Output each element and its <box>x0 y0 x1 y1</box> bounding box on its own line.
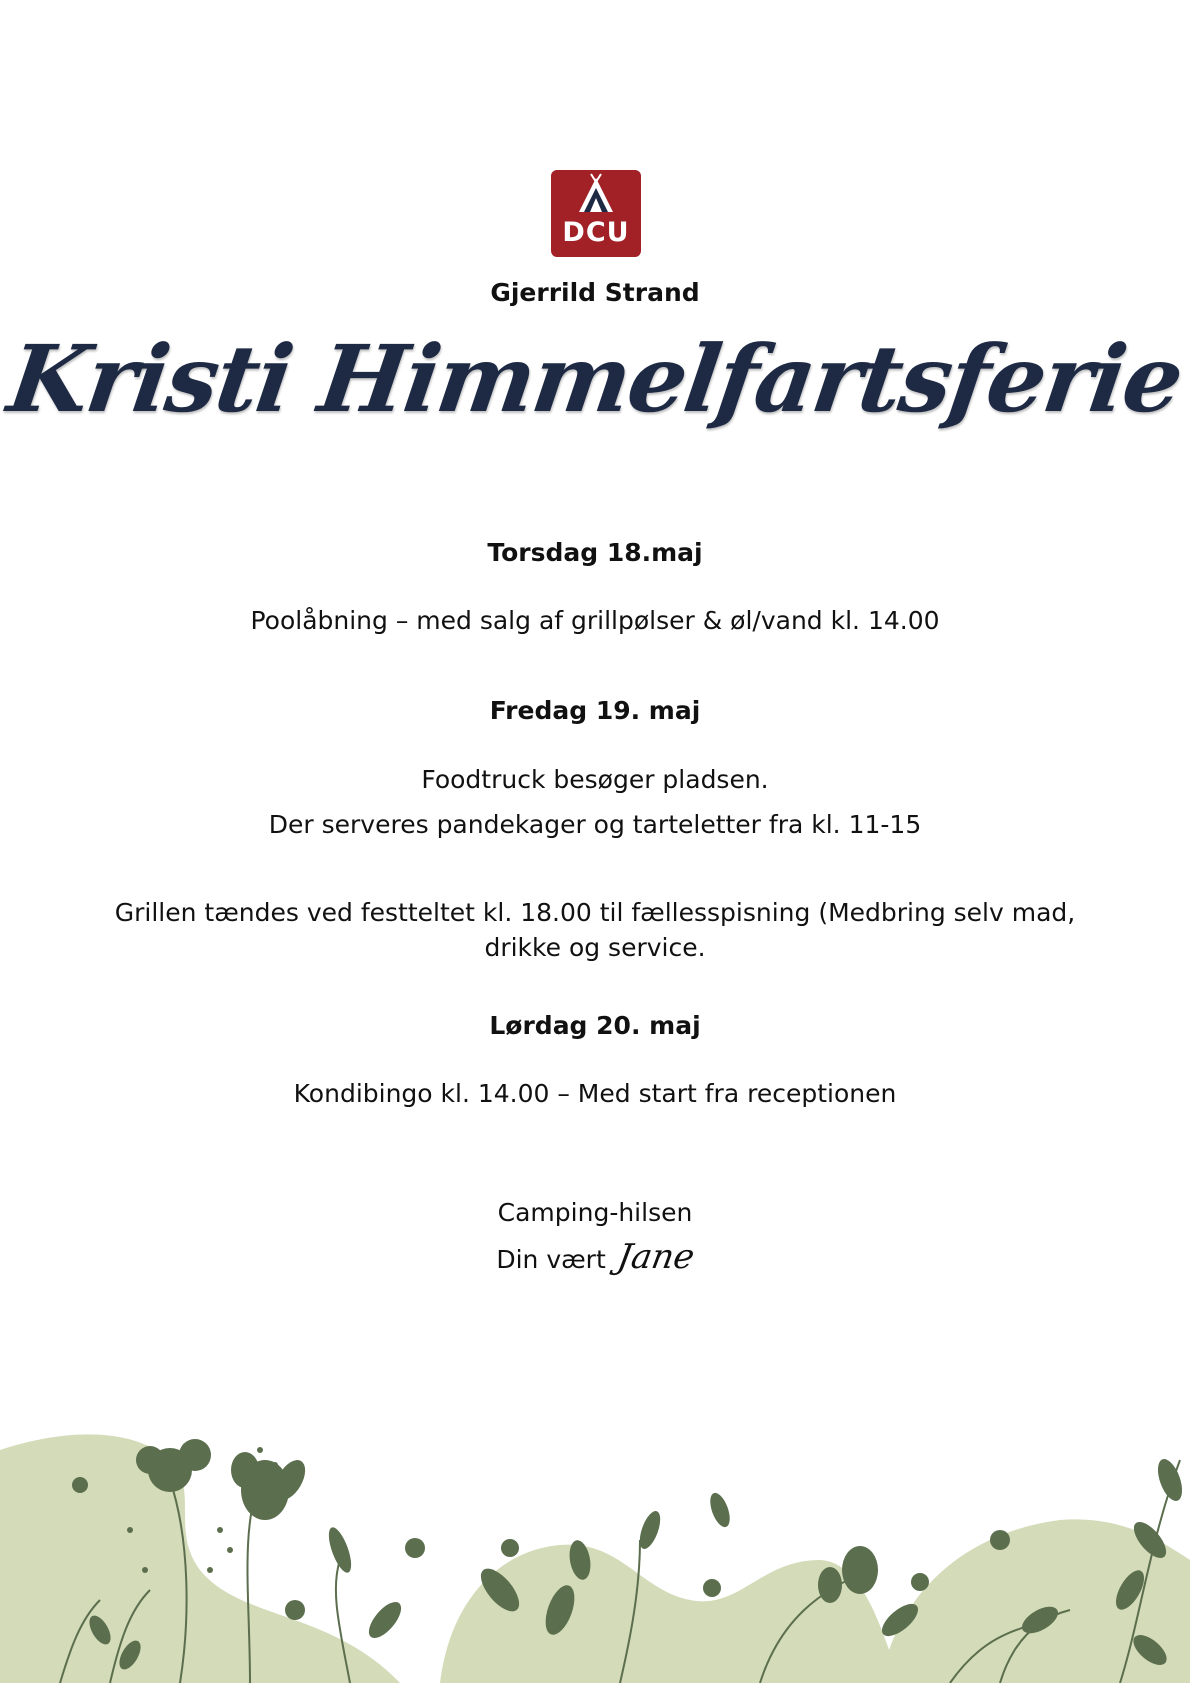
dcu-logo <box>551 170 641 257</box>
page-title: Kristi Himmelfartsferie <box>2 325 1188 433</box>
event-line: Der serveres pandekager og tarteletter fra kl. 11-15 <box>268 810 922 839</box>
host-signature: Jane <box>614 1237 698 1277</box>
host-prefix: Din vært <box>496 1245 606 1274</box>
closing-host <box>0 1237 1190 1277</box>
event-line: Poolåbning – med salg af grillpølser & øl/vand kl. 14.00 <box>250 606 940 635</box>
logo-text: DCU <box>562 217 630 248</box>
closing-greeting: Camping-hilsen <box>497 1198 693 1227</box>
event-line: Foodtruck besøger pladsen. <box>421 765 769 794</box>
floral-decoration <box>0 1420 1190 1683</box>
day-heading-thursday: Torsdag 18.maj <box>487 538 703 567</box>
location-name: Gjerrild Strand <box>490 278 700 307</box>
event-line: Grillen tændes ved festteltet kl. 18.00 til fællesspisning (Medbring selv mad, drikke og service. <box>114 898 1076 962</box>
day-heading-saturday: Lørdag 20. maj <box>489 1011 701 1040</box>
day-heading-friday: Fredag 19. maj <box>489 696 701 725</box>
event-line: Kondibingo kl. 14.00 – Med start fra receptionen <box>293 1079 897 1108</box>
